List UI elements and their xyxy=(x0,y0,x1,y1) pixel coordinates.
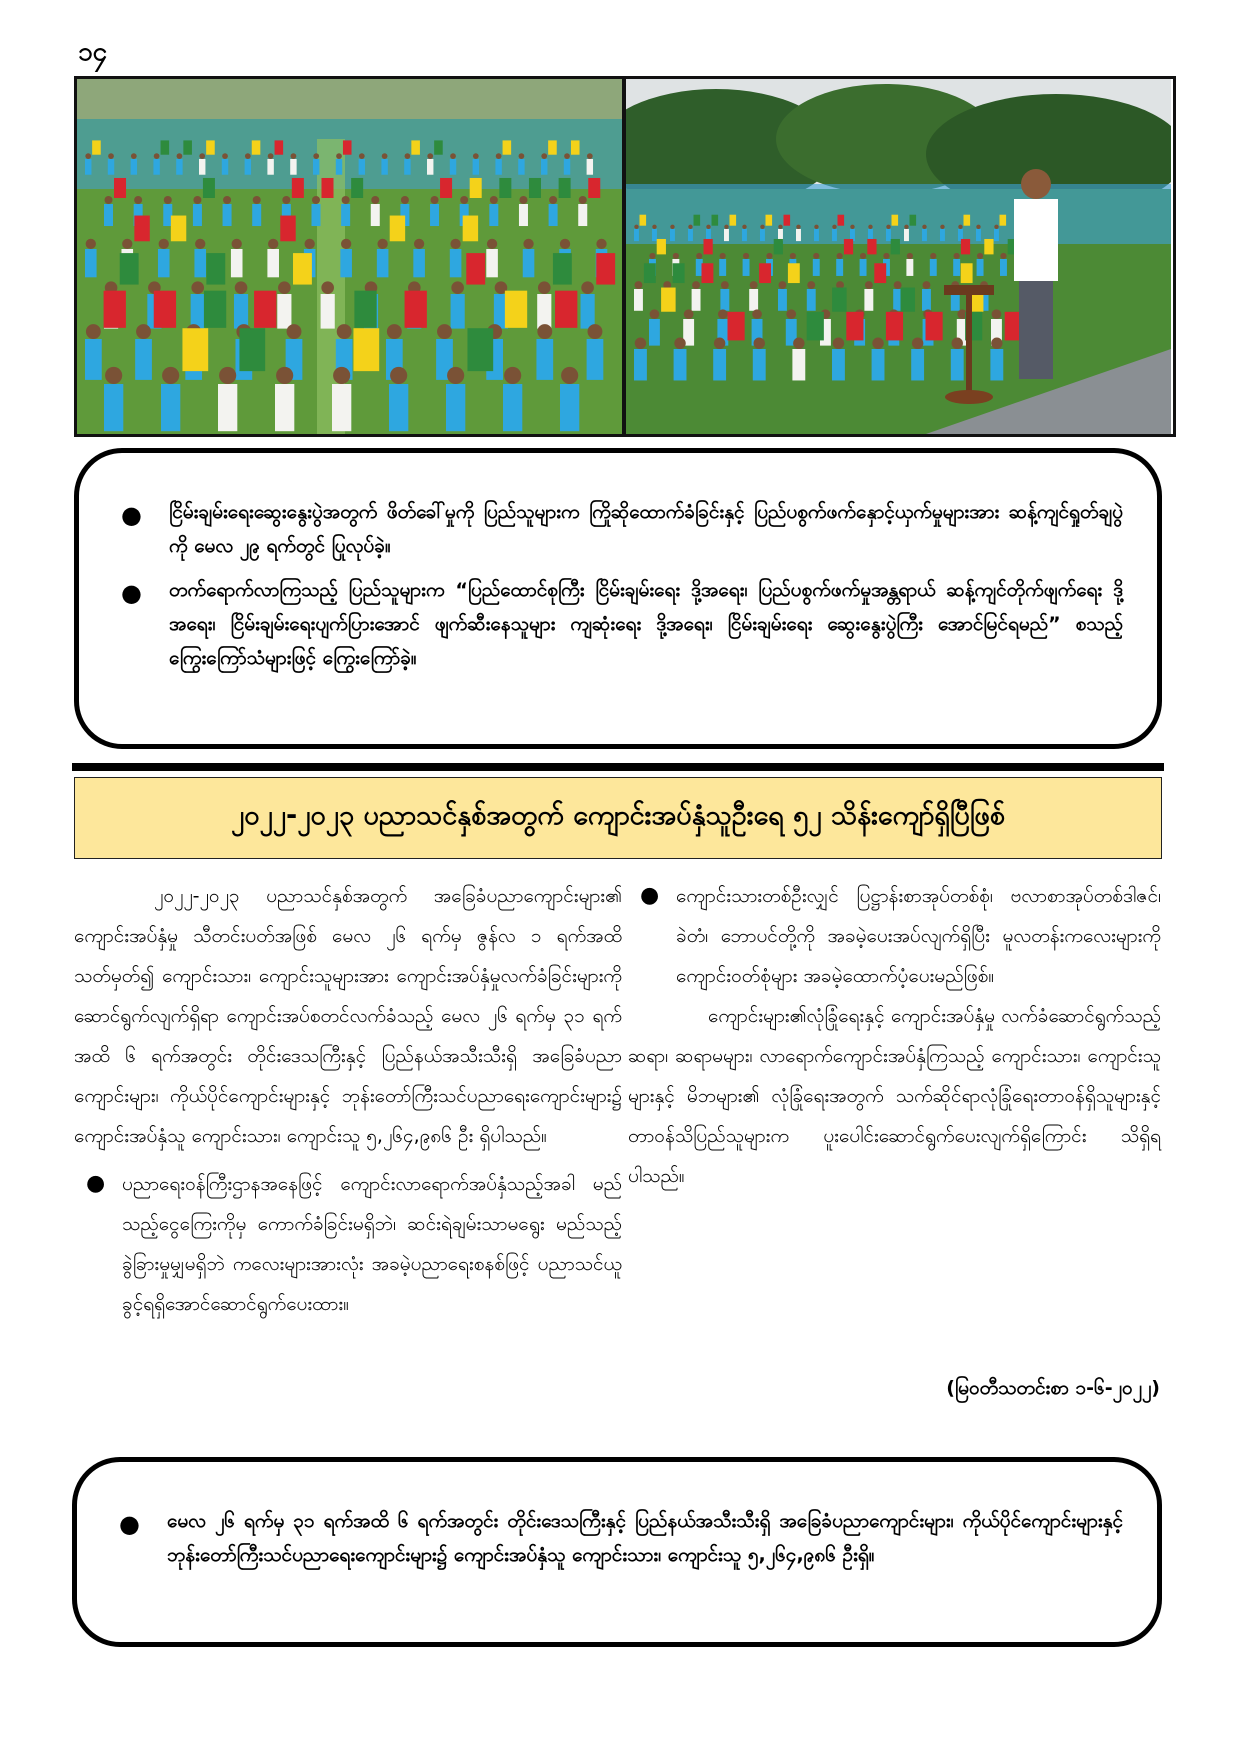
summary-bullet xyxy=(107,1504,1123,1572)
rally-crowd-image xyxy=(77,79,622,434)
bullet-icon: ● xyxy=(119,1510,140,1538)
bullet-icon: ● xyxy=(86,1171,106,1196)
article-bullet-text: ပညာရေးဝန်ကြီးဌာနအနေဖြင့် ကျောင်းလာရောက်အပ်နှံသည့်အခါ မည်သည့်ငွေကြေးကိုမှ ကောက်ခံခြင်းမရှိဘဲ၊ ဆင်းရဲချမ်းသာမရွေး မည်သည့်ခွဲခြားမှုမျှမရှိဘဲ ကလေးများအားလုံး အခမဲ့ပညာရေးစနစ်ဖြင့် ပညာသင်ယူခွင့်ရရှိအောင်ဆောင်ရွက်ပေးထား။ xyxy=(122,1173,622,1315)
article-paragraph: ၂၀၂၂-၂၀၂၃ ပညာသင်နှစ်အတွက် အခြေခံပညာကျောင်းများ၏ ကျောင်းအပ်နှံမှု သီတင်းပတ်အဖြစ် မေလ ၂၆ ရက်မှ ဇွန်လ ၁ ရက်အထိသတ်မှတ်၍ ကျောင်းသား၊ ကျောင်းသူများအား ကျောင်းအပ်နှံမှုလက်ခံခြင်းများကို ဆောင်ရွက်လျက်ရှိရာ ကျောင်းအပ်စတင်လက်ခံသည့် မေလ ၂၆ ရက်မှ ၃၁ ရက်အထိ ၆ ရက်အတွင်း တိုင်းဒေသကြီးနှင့် ပြည်နယ်အသီးသီးရှိ အခြေခံပညာကျောင်းများ၊ ကိုယ်ပိုင်ကျောင်းများနှင့် ဘုန်းတော်ကြီးသင်ပညာရေးကျောင်းများ၌ ကျောင်းအပ်နှံသူ ကျောင်းသား၊ ကျောင်းသူ ၅,၂၆၄,၉၈၆ ဦး ရှိပါသည်။ xyxy=(74,885,622,1147)
summary-bullet-text: တက်ရောက်လာကြသည့် ပြည်သူများက “ပြည်ထောင်စုကြီး ငြိမ်းချမ်းရေး ဒို့အရေး၊ ပြည်ပစွက်ဖက်မှုအန္တရာယ် ဆန့်ကျင်တိုက်ဖျက်ရေး ဒို့အရေး၊ ငြိမ်းချမ်းရေးပျက်ပြားအောင် ဖျက်ဆီးနေသူများ ကျဆုံးရေး ဒို့အရေး၊ ငြိမ်းချမ်းရေး ဆွေးနွေးပွဲကြီး အောင်မြင်ရမည်” စသည့်ကြွေးကြော်သံများဖြင့် ကြွေးကြော်ခဲ့။ xyxy=(169,579,1123,669)
summary-box-bottom xyxy=(72,1457,1162,1647)
photo-strip xyxy=(74,76,1176,437)
article-column-left xyxy=(74,876,622,1324)
rally-crowd-photo xyxy=(77,79,626,434)
bullet-icon: ● xyxy=(121,579,142,607)
summary-box-top xyxy=(74,448,1162,749)
article-bullet xyxy=(74,1164,622,1324)
article-bullet-text: ကျောင်းသားတစ်ဦးလျှင် ပြဋ္ဌာန်းစာအုပ်တစ်စုံ၊ ဗလာစာအုပ်တစ်ဒါဇင်၊ ခဲတံ၊ ဘောပင်တို့ကို အခမဲ့ပေးအပ်လျက်ရှိပြီး မူလတန်းကလေးများကို ကျောင်းဝတ်စုံများ အခမဲ့ထောက်ပံ့ပေးမည်ဖြစ်။ xyxy=(676,885,1161,987)
summary-bullet-text: မေလ ၂၆ ရက်မှ ၃၁ ရက်အထိ ၆ ရက်အတွင်း တိုင်းဒေသကြီးနှင့် ပြည်နယ်အသီးသီးရှိ အခြေခံပညာကျောင်းများ၊ ကိုယ်ပိုင်ကျောင်းများနှင့် ဘုန်းတော်ကြီးသင်ပညာရေးကျောင်းများ၌ ကျောင်းအပ်နှံသူ ကျောင်းသား၊ ကျောင်းသူ ၅,၂၆၄,၉၈၆ ဦးရှိ။ xyxy=(167,1510,1123,1566)
speaker-podium-photo xyxy=(626,79,1173,434)
article-title: ၂၀၂၂-၂၀၂၃ ပညာသင်နှစ်အတွက် ကျောင်းအပ်နှံသူဦးရေ ၅၂ သိန်းကျော်ရှိပြီဖြစ် xyxy=(74,777,1162,859)
article-bullet xyxy=(628,876,1161,996)
article-source: (မြဝတီသတင်းစာ ၁-၆-၂၀၂၂) xyxy=(946,1377,1160,1399)
bullet-icon: ● xyxy=(121,501,142,529)
section-divider xyxy=(72,763,1164,771)
bullet-icon: ● xyxy=(640,883,660,908)
page-number: ၁၄ xyxy=(78,37,108,67)
summary-bullet xyxy=(109,573,1123,675)
speaker-podium-image xyxy=(626,79,1171,434)
summary-bullet-text: ငြိမ်းချမ်းရေးဆွေးနွေးပွဲအတွက် ဖိတ်ခေါ်မှုကို ပြည်သူများက ကြိုဆိုထောက်ခံခြင်းနှင့် ပြည်ပစွက်ဖက်နှောင့်ယှက်မှုများအား ဆန့်ကျင်ရှုတ်ချပွဲကို မေလ ၂၉ ရက်တွင် ပြုလုပ်ခဲ့။ xyxy=(169,501,1123,557)
summary-bullet xyxy=(109,495,1123,563)
article-paragraph: ကျောင်းများ၏လုံခြုံရေးနှင့် ကျောင်းအပ်နှံမှု လက်ခံဆောင်ရွက်သည့် ဆရာ၊ ဆရာမများ၊ လာရောက်ကျောင်းအပ်နှံကြသည့် ကျောင်းသား၊ ကျောင်းသူများနှင့် မိဘများ၏ လုံခြုံရေးအတွက် သက်ဆိုင်ရာလုံခြုံရေးတာဝန်ရှိသူများနှင့် တာဝန်သိပြည်သူများက ပူးပေါင်းဆောင်ရွက်ပေးလျက်ရှိကြောင်း သိရှိရပါသည်။ xyxy=(628,1005,1161,1187)
article-column-right xyxy=(628,876,1161,1196)
